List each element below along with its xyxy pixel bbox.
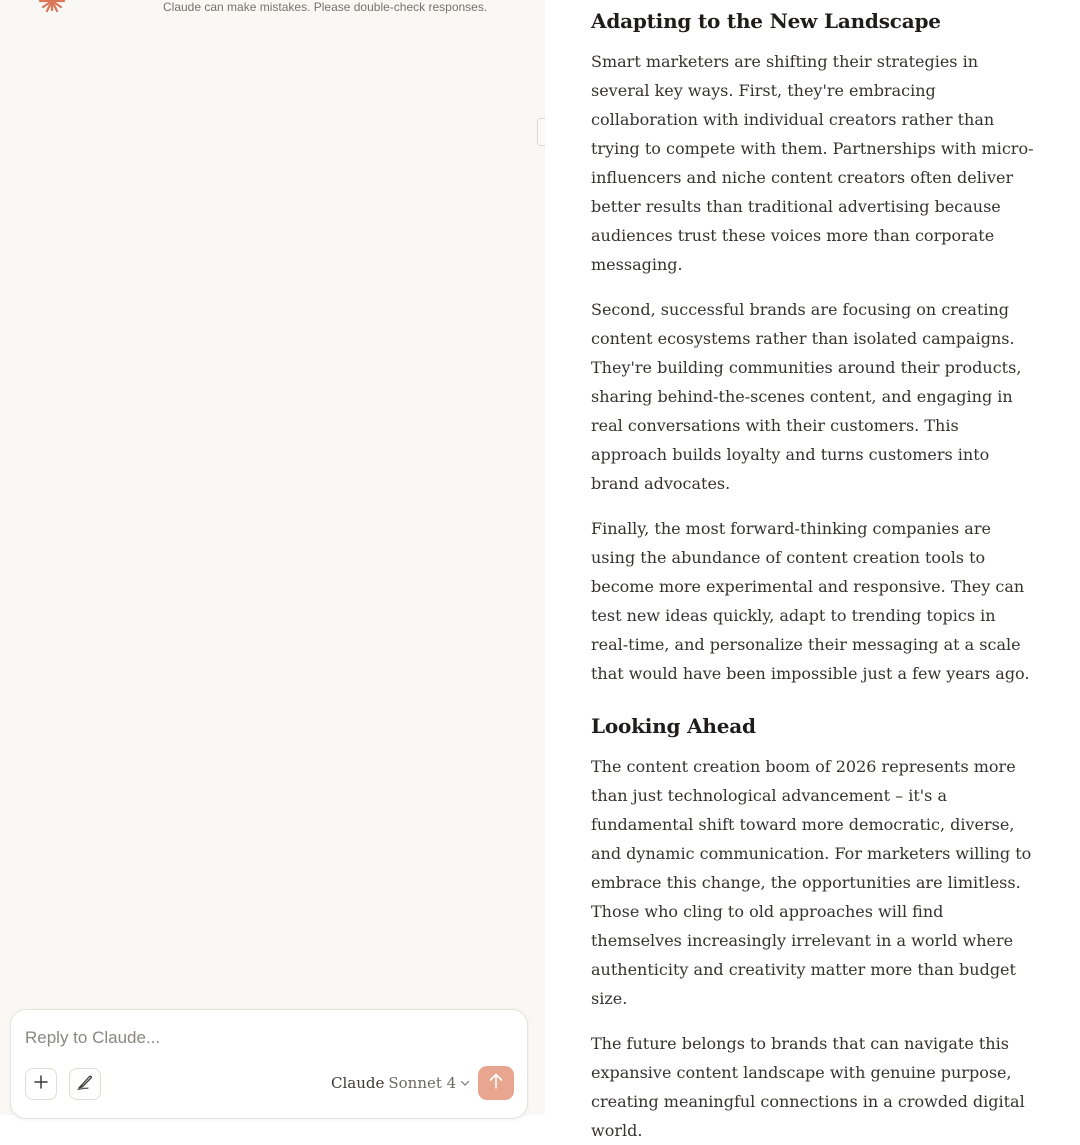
quill-icon — [76, 1073, 94, 1095]
chevron-down-icon — [460, 1079, 470, 1087]
claude-spark-icon — [36, 0, 68, 12]
paragraph: The content creation boom of 2026 represents more than just technological advancement – it's a fundamental shift toward more democratic, diverse, and dynamic communication. For marketers willing to embrace this change, the opportunities are limitless. Those who cling to old approaches will find themselves increasingly irrelevant in a world where authenticity and creativity matter more than budget size. — [591, 757, 1032, 1008]
composer — [10, 1009, 528, 1119]
artifact-document — [591, 0, 1036, 1145]
paragraph: Smart marketers are shifting their strategies in several key ways. First, they're embracing collaboration with individual creators rather than trying to compete with them. Partnerships with micro-influencers and niche content creators often deliver better results than traditional advertising because audiences trust these voices more than corporate messaging. — [591, 52, 1034, 274]
section-heading: Adapting to the New Landscape — [591, 9, 941, 33]
model-name: Claude — [331, 1074, 385, 1092]
disclaimer-text: Claude can make mistakes. Please double-check responses. — [163, 0, 488, 14]
send-button[interactable] — [478, 1066, 514, 1100]
arrow-up-icon — [488, 1072, 504, 1094]
style-button[interactable] — [69, 1068, 101, 1100]
paragraph: Finally, the most forward-thinking companies are using the abundance of content creation tools to become more experimental and responsive. They can test new ideas quickly, adapt to trending topics in real-time, and personalize their messaging at a scale that would have been impossible just a few years ago. — [591, 519, 1030, 683]
section-heading: Looking Ahead — [591, 714, 756, 738]
add-content-button[interactable] — [25, 1068, 57, 1100]
reply-input[interactable] — [25, 1024, 505, 1052]
artifact-pane — [545, 0, 1080, 1140]
chat-pane — [0, 0, 545, 1115]
resize-handle[interactable] — [537, 118, 545, 146]
model-version: Sonnet 4 — [388, 1074, 457, 1092]
paragraph: The future belongs to brands that can navigate this expansive content landscape with genuine purpose, creating meaningful connections in a crowded digital world. — [591, 1034, 1025, 1140]
paragraph: Second, successful brands are focusing on creating content ecosystems rather than isolated campaigns. They're building communities around their products, sharing behind-the-scenes content, and engaging in real conversations with their customers. This approach builds loyalty and turns customers into brand advocates. — [591, 300, 1022, 493]
plus-icon — [33, 1074, 49, 1094]
model-selector[interactable] — [331, 1074, 470, 1092]
